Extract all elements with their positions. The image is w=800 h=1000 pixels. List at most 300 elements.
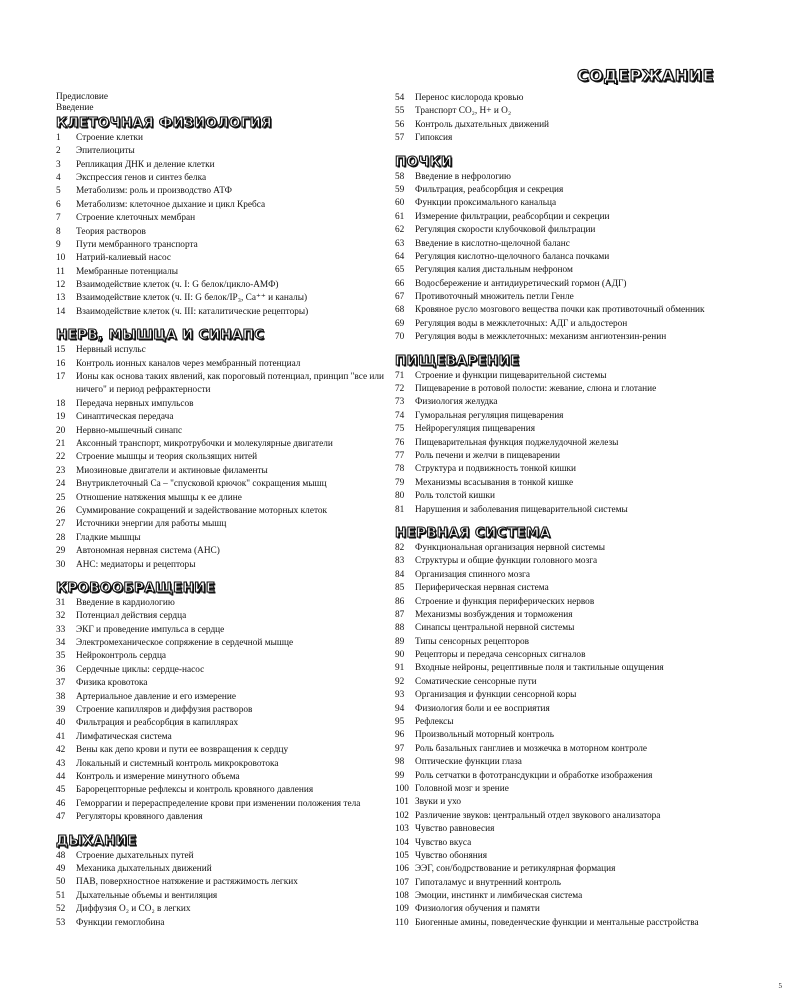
- toc-section: [56, 572, 386, 825]
- entry-number: 34: [56, 638, 66, 649]
- entry-number: 74: [395, 410, 405, 421]
- entry-title: Сердечные циклы: сердце-насос: [76, 664, 205, 675]
- toc-entry[interactable]: [395, 463, 725, 476]
- entry-number: 32: [56, 611, 66, 622]
- section-heading: КЛЕТОЧНАЯ ФИЗИОЛОГИЯ: [56, 114, 272, 131]
- entry-number: 49: [56, 863, 66, 874]
- entry-number: 89: [395, 636, 405, 647]
- entry-number: 103: [395, 824, 409, 835]
- toc-entry[interactable]: [395, 211, 725, 224]
- toc-entry[interactable]: [56, 398, 386, 411]
- toc-entry[interactable]: [395, 542, 725, 555]
- toc-section: [395, 146, 725, 345]
- entry-number: 66: [395, 278, 405, 289]
- entry-title: Чувство равновесия: [415, 824, 495, 835]
- toc-entry[interactable]: [395, 877, 725, 890]
- entry-title: Локальный и системный контроль микрокровотока: [76, 758, 279, 769]
- toc-section: [56, 115, 386, 319]
- toc-entry[interactable]: [56, 199, 386, 212]
- entry-title: Внутриклеточный Ca – "спусковой крючок" сокращения мышц: [76, 479, 327, 490]
- toc-entry[interactable]: [395, 132, 725, 145]
- entry-title: Фильтрация, реабсорбция и секреция: [415, 184, 564, 195]
- toc-entry[interactable]: [395, 331, 725, 344]
- entry-title: Контроль дыхательных движений: [415, 119, 550, 130]
- entry-number: 69: [395, 318, 405, 329]
- entry-number: 4: [56, 172, 61, 183]
- entry-title: Артериальное давление и его измерение: [76, 691, 236, 702]
- entry-number: 73: [395, 397, 405, 408]
- toc-entry[interactable]: [395, 609, 725, 622]
- entry-number: 81: [395, 504, 405, 515]
- toc-section: [395, 517, 725, 930]
- toc-entry[interactable]: [56, 704, 386, 717]
- entry-number: 97: [395, 743, 405, 754]
- toc-entry[interactable]: [395, 171, 725, 184]
- toc-entry[interactable]: [56, 252, 386, 265]
- toc-entry[interactable]: [56, 876, 386, 889]
- toc-entry[interactable]: [395, 770, 725, 783]
- entry-title: Строение клеточных мембран: [76, 213, 196, 224]
- entry-number: 52: [56, 904, 66, 915]
- entry-title: Оптические функции глаза: [415, 757, 522, 768]
- section-gap: [56, 825, 386, 833]
- entry-title: Физиология боли и ее восприятия: [415, 703, 550, 714]
- entry-number: 10: [56, 253, 66, 264]
- entry-title: Строение и функция периферических нервов: [415, 596, 595, 607]
- entry-title: Контроль и измерение минутного объема: [76, 771, 240, 782]
- entry-number: 67: [395, 292, 405, 303]
- toc-entry[interactable]: [395, 197, 725, 210]
- toc-entry[interactable]: [56, 637, 386, 650]
- entry-title: Соматические сенсорные пути: [415, 676, 537, 687]
- toc-entry[interactable]: [395, 396, 725, 409]
- entry-number: 43: [56, 758, 66, 769]
- entry-number: 25: [56, 492, 66, 503]
- toc-entry[interactable]: [395, 837, 725, 850]
- entry-number: 100: [395, 783, 409, 794]
- entry-title: Функциональная организация нервной системы: [415, 542, 605, 553]
- toc-entry[interactable]: [395, 238, 725, 251]
- entry-number: 29: [56, 546, 66, 557]
- section-heading: НЕРВ, МЫШЦА И СИНАПС: [56, 327, 265, 344]
- entry-title: Электромеханическое сопряжение в сердечной мышце: [76, 638, 294, 649]
- toc-entry[interactable]: [56, 650, 386, 663]
- entry-number: 53: [56, 917, 66, 928]
- entry-number: 76: [395, 437, 405, 448]
- toc-entry[interactable]: [395, 636, 725, 649]
- entry-number: 24: [56, 479, 66, 490]
- toc-entry[interactable]: [395, 596, 725, 609]
- toc-entry[interactable]: [56, 850, 386, 863]
- toc-entry[interactable]: [56, 664, 386, 677]
- toc-entry[interactable]: [395, 582, 725, 595]
- toc-entry[interactable]: [395, 92, 725, 105]
- entry-title: Противоточный множитель петли Генле: [415, 292, 574, 303]
- toc-entry[interactable]: [56, 185, 386, 198]
- entry-title: Структура и подвижность тонкой кишки: [415, 464, 576, 475]
- toc-entry[interactable]: [395, 423, 725, 436]
- entry-number: 3: [56, 159, 61, 170]
- entry-title: Репликация ДНК и деление клетки: [76, 159, 215, 170]
- toc-entry[interactable]: [395, 903, 725, 916]
- entry-title: Миозиновые двигатели и актиновые филаменты: [76, 465, 268, 476]
- toc-entry[interactable]: [395, 703, 725, 716]
- section-heading: ДЫХАНИЕ: [56, 832, 137, 849]
- toc-entry[interactable]: [395, 304, 725, 317]
- entry-title: Контроль ионных каналов через мембранный потенциал: [76, 358, 301, 369]
- section-heading: НЕРВНАЯ СИСТЕМА: [395, 524, 551, 541]
- toc-entry[interactable]: [395, 622, 725, 635]
- toc-entry[interactable]: [56, 371, 386, 398]
- entry-number: 110: [395, 917, 409, 928]
- toc-entry[interactable]: [56, 266, 386, 279]
- entry-title: Источники энергии для работы мышц: [76, 519, 227, 530]
- entry-title: Введение в нефрологию: [415, 171, 511, 182]
- entry-number: 79: [395, 477, 405, 488]
- toc-entry[interactable]: [56, 890, 386, 903]
- entry-title: Физиология обучения и памяти: [415, 904, 540, 915]
- front-matter-item: Введение: [56, 103, 94, 114]
- entry-title: Регуляторы кровяного давления: [76, 812, 203, 823]
- toc-entry[interactable]: [56, 239, 386, 252]
- entry-number: 91: [395, 663, 405, 674]
- entry-number: 42: [56, 745, 66, 756]
- entry-number: 47: [56, 812, 66, 823]
- toc-entry[interactable]: [56, 545, 386, 558]
- entry-title: Синаптическая передача: [76, 412, 174, 423]
- toc-entry[interactable]: [56, 212, 386, 225]
- toc-entry[interactable]: [395, 890, 725, 903]
- toc-entry[interactable]: [395, 105, 725, 118]
- entry-title: Экспрессия генов и синтез белка: [76, 172, 207, 183]
- entry-number: 101: [395, 797, 409, 808]
- entry-title: Гипоталамус и внутренний контроль: [415, 877, 562, 888]
- entry-title: Строение мышцы и теория скользящих нитей: [76, 452, 258, 463]
- entry-number: 14: [56, 306, 66, 317]
- entry-number: 30: [56, 559, 66, 570]
- toc-entry[interactable]: [395, 477, 725, 490]
- toc-entry[interactable]: [56, 451, 386, 464]
- toc-entry[interactable]: [56, 425, 386, 438]
- entry-title: Мембранные потенциалы: [76, 266, 179, 277]
- toc-entry[interactable]: [395, 783, 725, 796]
- page-title: СОДЕРЖАНИЕ: [577, 66, 714, 85]
- entry-number: 84: [395, 569, 405, 580]
- entry-number: 1: [56, 132, 61, 143]
- entry-number: 28: [56, 532, 66, 543]
- entry-number: 107: [395, 877, 409, 888]
- entry-number: 62: [395, 225, 405, 236]
- entry-number: 93: [395, 690, 405, 701]
- entry-title: Лимфатическая система: [76, 731, 172, 742]
- toc-entry[interactable]: [56, 292, 386, 305]
- entry-title: Водосбережение и антидиуретический гормон (АДГ): [415, 278, 627, 289]
- entry-number: 51: [56, 890, 66, 901]
- entry-title: Ионы как основа таких явлений, как пороговый потенциал, принцип "все или ничего" и период рефрактерности: [76, 372, 385, 395]
- toc-section: [56, 319, 386, 572]
- toc-entry[interactable]: [395, 119, 725, 132]
- section-heading: ПИЩЕВАРЕНИЕ: [395, 352, 520, 369]
- entry-title: Метаболизм: клеточное дыхание и цикл Кребса: [76, 199, 266, 210]
- toc-entry[interactable]: [395, 251, 725, 264]
- entry-number: 17: [56, 372, 66, 383]
- section-gap: [395, 345, 725, 353]
- toc-entry[interactable]: [56, 610, 386, 623]
- toc-entry[interactable]: [395, 662, 725, 675]
- entry-title: Диффузия O₂ и CO₂ в легких: [76, 904, 191, 915]
- toc-section: [395, 345, 725, 517]
- toc-entry[interactable]: [56, 132, 386, 145]
- entry-number: 63: [395, 238, 405, 249]
- section-gap: [56, 572, 386, 580]
- entry-title: Роль сетчатки в фототрансдукции и обработке изображения: [415, 770, 653, 781]
- toc-entry[interactable]: [56, 758, 386, 771]
- toc-entry[interactable]: [395, 318, 725, 331]
- toc-entry[interactable]: [395, 450, 725, 463]
- entry-number: 87: [395, 609, 405, 620]
- entry-number: 6: [56, 199, 61, 210]
- toc-entry[interactable]: [56, 279, 386, 292]
- entry-number: 23: [56, 465, 66, 476]
- entry-title: Организация и функции сенсорной коры: [415, 690, 577, 701]
- toc-entry[interactable]: [395, 689, 725, 702]
- entry-number: 75: [395, 424, 405, 435]
- toc-entry[interactable]: [395, 569, 725, 582]
- entry-title: Нарушения и заболевания пищеварительной системы: [415, 504, 628, 515]
- entry-number: 48: [56, 850, 66, 861]
- entry-number: 31: [56, 597, 66, 608]
- toc-entry[interactable]: [56, 771, 386, 784]
- toc-entry[interactable]: [395, 850, 725, 863]
- entry-title: Пищеварение в ротовой полости: жевание, слюна и глотание: [415, 384, 657, 395]
- toc-entry[interactable]: [56, 559, 386, 572]
- toc-entry[interactable]: [56, 903, 386, 916]
- entry-number: 50: [56, 877, 66, 888]
- entry-number: 96: [395, 730, 405, 741]
- entry-number: 83: [395, 556, 405, 567]
- toc-entry[interactable]: [56, 478, 386, 491]
- entry-number: 38: [56, 691, 66, 702]
- entry-title: Вены как депо крови и пути ее возвращения к сердцу: [76, 745, 289, 756]
- entry-number: 5: [56, 186, 61, 197]
- section-gap: [56, 319, 386, 327]
- toc-entry[interactable]: [56, 811, 386, 824]
- section-gap: [395, 146, 725, 154]
- entry-title: Регуляция воды в межклеточных: механизм ангиотензин-ренин: [415, 332, 667, 343]
- toc-entry[interactable]: [56, 411, 386, 424]
- toc-entry[interactable]: [395, 278, 725, 291]
- entry-title: Строение и функции пищеварительной системы: [415, 370, 607, 381]
- entry-title: Суммирование сокращений и задействование моторных клеток: [76, 505, 328, 516]
- toc-entry[interactable]: [395, 743, 725, 756]
- entry-title: Нейроконтроль сердца: [76, 651, 167, 662]
- toc-entry[interactable]: [395, 676, 725, 689]
- entry-title: Передача нервных импульсов: [76, 398, 194, 409]
- entry-number: 11: [56, 266, 65, 277]
- entry-title: Рецепторы и передача сенсорных сигналов: [415, 650, 586, 661]
- toc-entry[interactable]: [56, 505, 386, 518]
- toc-column-left: [56, 92, 386, 930]
- entry-title: Строение капилляров и диффузия растворов: [76, 705, 253, 716]
- entry-number: 9: [56, 239, 61, 250]
- section-heading: ПОЧКИ: [395, 153, 453, 170]
- toc-entry[interactable]: [56, 344, 386, 357]
- entry-title: Фильтрация и реабсорбция в капиллярах: [76, 718, 239, 729]
- entry-number: 39: [56, 705, 66, 716]
- entry-title: Регуляция воды в межклеточных: АДГ и альдостерон: [415, 318, 628, 329]
- entry-number: 86: [395, 596, 405, 607]
- toc-entry[interactable]: [56, 798, 386, 811]
- toc-entry[interactable]: [395, 504, 725, 517]
- toc-entry[interactable]: [56, 518, 386, 531]
- toc-entry[interactable]: [395, 716, 725, 729]
- entry-number: 108: [395, 891, 409, 902]
- section-heading: КРОВООБРАЩЕНИЕ: [56, 579, 216, 596]
- entry-title: Чувство обоняния: [415, 850, 488, 861]
- entry-title: Механизмы возбуждения и торможения: [415, 609, 573, 620]
- entry-number: 72: [395, 384, 405, 395]
- entry-number: 109: [395, 904, 409, 915]
- toc-entry[interactable]: [395, 383, 725, 396]
- toc-entry[interactable]: [395, 823, 725, 836]
- entry-title: Различение звуков: центральный отдел звукового анализатора: [415, 810, 661, 821]
- toc-entry[interactable]: [56, 863, 386, 876]
- toc-entry[interactable]: [56, 691, 386, 704]
- entry-title: Геморрагии и перераспределение крови при изменении положения тела: [76, 798, 361, 809]
- entry-title: Биогенные амины, поведенческие функции и ментальные расстройства: [415, 917, 699, 928]
- entry-title: Физиология желудка: [415, 397, 498, 408]
- entry-title: Транспорт CO₂, H+ и O₂: [415, 106, 512, 117]
- toc-entry[interactable]: [56, 172, 386, 185]
- entry-title: Синапсы центральной нервной системы: [415, 623, 575, 634]
- entry-title: Звуки и ухо: [415, 797, 462, 808]
- entry-title: Нейрорегуляция пищеварения: [415, 424, 536, 435]
- entry-number: 33: [56, 624, 66, 635]
- toc-entry[interactable]: [395, 410, 725, 423]
- entry-title: Регуляция скорости клубочковой фильтрации: [415, 225, 596, 236]
- entry-number: 92: [395, 676, 405, 687]
- entry-title: Автономная нервная система (АНС): [76, 546, 220, 557]
- toc-section: [395, 92, 725, 146]
- toc-entry[interactable]: [395, 796, 725, 809]
- entry-title: Головной мозг и зрение: [415, 783, 509, 794]
- toc-entry[interactable]: [395, 756, 725, 769]
- entry-title: ЭКГ и проведение импульса в сердце: [76, 624, 225, 635]
- toc-entry[interactable]: [56, 306, 386, 319]
- toc-entry[interactable]: [395, 729, 725, 742]
- entry-title: Рефлексы: [415, 717, 454, 728]
- entry-number: 90: [395, 650, 405, 661]
- entry-title: Роль печени и желчи в пищеварении: [415, 450, 561, 461]
- entry-title: Структуры и общие функции головного мозга: [415, 556, 598, 567]
- toc-entry[interactable]: [56, 731, 386, 744]
- entry-title: Дыхательные объемы и вентиляция: [76, 890, 218, 901]
- entry-title: Кровяное русло мозгового вещества почки как противоточный обменник: [415, 305, 705, 316]
- entry-number: 54: [395, 93, 405, 103]
- entry-number: 61: [395, 211, 405, 222]
- entry-title: Гладкие мышцы: [76, 532, 141, 543]
- toc-entry[interactable]: [395, 437, 725, 450]
- toc-entry[interactable]: [56, 492, 386, 505]
- entry-number: 44: [56, 771, 66, 782]
- entry-title: Нервный испульс: [76, 345, 146, 356]
- entry-title: Натрий-калиевый насос: [76, 253, 171, 264]
- toc-entry[interactable]: [56, 465, 386, 478]
- toc-entry[interactable]: [56, 624, 386, 637]
- toc-entry[interactable]: [56, 717, 386, 730]
- toc-entry[interactable]: [56, 226, 386, 239]
- toc-entry[interactable]: [56, 438, 386, 451]
- entry-title: Чувство вкуса: [415, 837, 472, 848]
- entry-number: 57: [395, 133, 405, 144]
- entry-title: ЭЭГ, сон/бодрствование и ретикулярная формация: [415, 864, 616, 875]
- entry-number: 16: [56, 358, 66, 369]
- entry-number: 7: [56, 213, 61, 224]
- toc-entry[interactable]: [56, 677, 386, 690]
- toc-entry[interactable]: [395, 184, 725, 197]
- entry-number: 78: [395, 464, 405, 475]
- toc-entry[interactable]: [56, 917, 386, 930]
- entry-title: Строение клетки: [76, 132, 144, 143]
- entry-number: 88: [395, 623, 405, 634]
- entry-number: 36: [56, 664, 66, 675]
- entry-number: 15: [56, 345, 66, 356]
- toc-entry[interactable]: [395, 649, 725, 662]
- entry-title: Отношение натяжения мышцы к ее длине: [76, 492, 242, 503]
- entry-title: Метаболизм: роль и производство АТФ: [76, 186, 233, 197]
- entry-number: 58: [395, 171, 405, 182]
- entry-number: 99: [395, 770, 405, 781]
- toc-section: [56, 825, 386, 930]
- toc-entry[interactable]: [395, 291, 725, 304]
- toc-entry[interactable]: [56, 358, 386, 371]
- toc-entry[interactable]: [56, 597, 386, 610]
- toc-entry[interactable]: [395, 370, 725, 383]
- toc-entry[interactable]: [56, 744, 386, 757]
- entry-number: 77: [395, 450, 405, 461]
- toc-entry[interactable]: [395, 224, 725, 237]
- toc-entry[interactable]: [395, 264, 725, 277]
- toc-entry[interactable]: [56, 159, 386, 172]
- entry-title: Произвольный моторный контроль: [415, 730, 554, 741]
- toc-entry[interactable]: [56, 532, 386, 545]
- entry-title: Эпителиоциты: [76, 146, 135, 157]
- toc-entry[interactable]: [395, 863, 725, 876]
- entry-title: Аксонный транспорт, микротрубочки и молекулярные двигатели: [76, 439, 333, 449]
- toc-entry[interactable]: [395, 490, 725, 503]
- entry-number: 18: [56, 398, 66, 409]
- entry-title: Введение в кардиологию: [76, 597, 175, 608]
- toc-entry[interactable]: [56, 145, 386, 158]
- toc-entry[interactable]: [395, 810, 725, 823]
- entry-number: 45: [56, 785, 66, 796]
- entry-number: 70: [395, 332, 405, 343]
- entry-title: Входные нейроны, рецептивные поля и тактильные ощущения: [415, 663, 664, 674]
- entry-title: Типы сенсорных рецепторов: [415, 636, 530, 647]
- entry-number: 8: [56, 226, 61, 237]
- toc-entry[interactable]: [395, 917, 725, 930]
- entry-title: Взаимодействие клеток (ч. II: G белок/IP₃, Ca⁺⁺ и каналы): [76, 293, 308, 304]
- entry-number: 80: [395, 491, 405, 502]
- entry-title: Периферическая нервная система: [415, 583, 549, 594]
- toc-entry[interactable]: [56, 784, 386, 797]
- entry-number: 2: [56, 146, 61, 157]
- entry-number: 95: [395, 717, 405, 728]
- toc-sections-left: [56, 115, 386, 930]
- entry-title: Физика кровотока: [76, 678, 148, 689]
- entry-title: Измерение фильтрации, реабсорбции и секреции: [415, 211, 610, 222]
- toc-entry[interactable]: [395, 555, 725, 568]
